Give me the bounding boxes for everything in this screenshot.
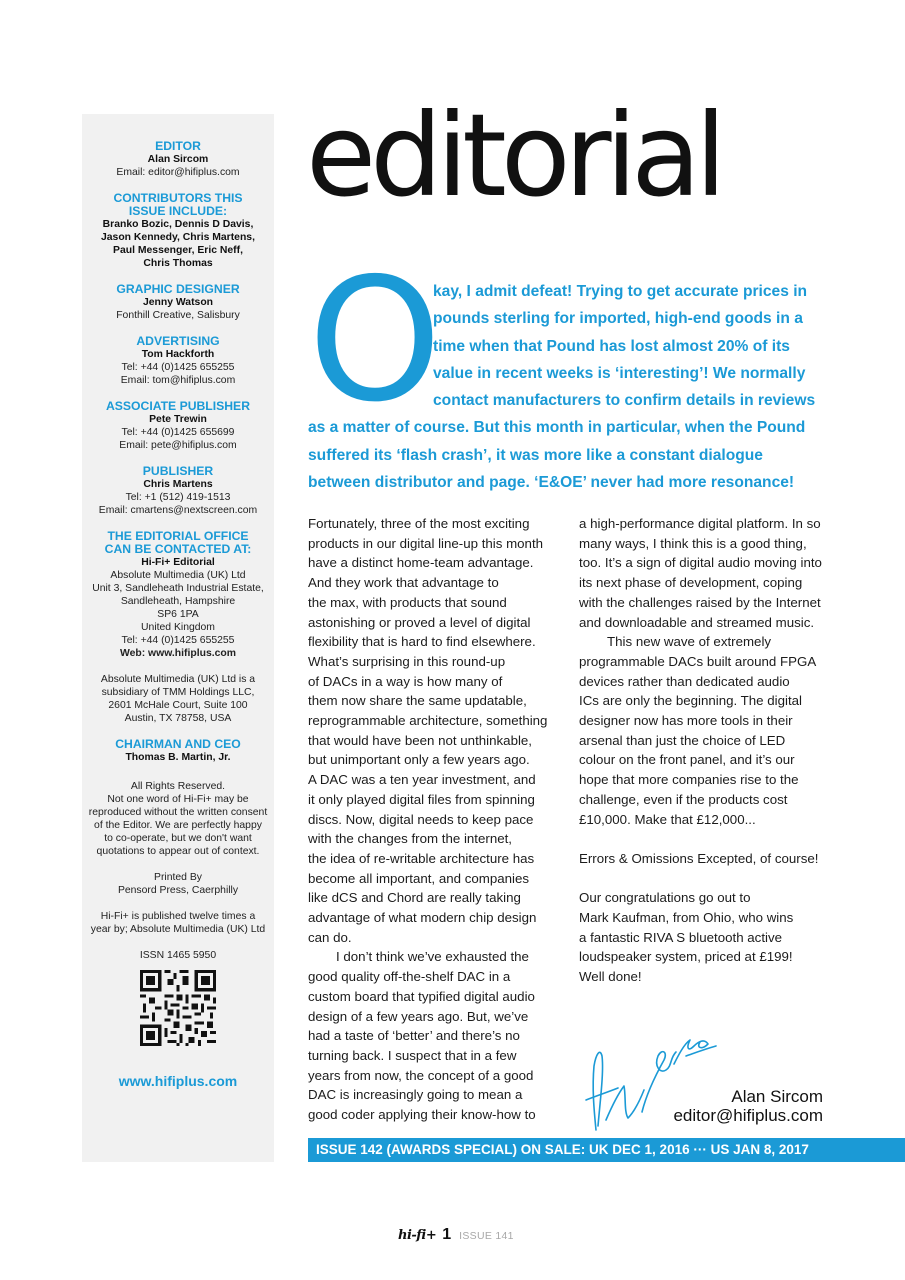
designer-block: [82, 283, 274, 322]
designer-heading: GRAPHIC DESIGNER: [116, 282, 240, 296]
body-text-line: discs. Now, digital needs to keep pace: [308, 811, 534, 827]
body-text-line: custom board that typified digital audio: [308, 988, 535, 1004]
body-text-line: [579, 869, 831, 889]
holding-block: [87, 673, 269, 725]
body-text-line: good coder applying their know-how to: [308, 1107, 536, 1123]
body-text-line: good quality off-the-shelf DAC in a: [308, 969, 511, 985]
body-column-left: [308, 514, 560, 1125]
body-text-line: the idea of re-writable architecture has: [308, 850, 535, 866]
contributors-names-4: Chris Thomas: [143, 258, 213, 269]
body-text-line: like dCS and Chord are really taking: [308, 890, 521, 906]
drop-cap: O: [308, 242, 442, 440]
body-text-line: Well done!: [579, 969, 642, 985]
body-text-line: design of a few years ago. But, we’ve: [308, 1008, 529, 1024]
advertising-block: [82, 335, 274, 387]
body-text-line: a fantastic RIVA S bluetooth active: [579, 929, 783, 945]
page-footer: [398, 1226, 514, 1244]
qr-code-icon[interactable]: [140, 970, 216, 1046]
advertising-name: Tom Hackforth: [141, 349, 215, 360]
editor-name: Alan Sircom: [147, 154, 209, 165]
body-text-line: hope that more companies rise to the: [579, 772, 799, 788]
body-text-line: the max, with products that sound: [308, 594, 507, 610]
body-text-line: advantage of what modern chip design: [308, 910, 537, 926]
body-text-line: And they work that advantage to: [308, 575, 499, 591]
body-text-line: flexibility that is hard to find elsewhere.: [308, 634, 536, 650]
contributors-heading-2: ISSUE INCLUDE:: [128, 204, 228, 218]
printed-line-2: Pensord Press, Caerphilly: [117, 885, 239, 896]
holding-line-3: 2601 McHale Court, Suite 100: [108, 700, 248, 711]
body-text-line: become all important, and companies: [308, 870, 529, 886]
intro-paragraph: [308, 242, 824, 496]
body-text-line: years from now, the concept of a good: [308, 1067, 534, 1083]
office-address-1: Absolute Multimedia (UK) Ltd: [110, 570, 246, 581]
associate-email: Email: pete@hifiplus.com: [119, 440, 237, 451]
body-text-line: many ways, I think this is a good thing,: [579, 535, 807, 551]
body-text-line: its next phase of development, coping: [579, 575, 803, 591]
body-text-line: of DACs in a way is how many of: [308, 673, 503, 689]
intro-line: value in recent weeks is ‘interesting’! We normally: [433, 364, 806, 382]
body-text-line: turning back. I suspect that in a few: [308, 1047, 517, 1063]
page-title: editorial: [306, 89, 721, 222]
body-text-line: astonishing or proved a level of digital: [308, 614, 531, 630]
next-issue-banner: ISSUE 142 (AWARDS SPECIAL) ON SALE: UK DEC 1, 2016 ··· US JAN 8, 2017: [308, 1138, 905, 1162]
body-text-line: Our congratulations go out to: [579, 890, 751, 906]
printed-line-1: Printed By: [154, 872, 202, 883]
body-text-line: a high-performance digital platform. In so: [579, 516, 821, 531]
body-text-line: What’s surprising in this round-up: [308, 653, 506, 669]
office-heading-1: THE EDITORIAL OFFICE: [107, 529, 249, 543]
body-text-line: too. It’s a sign of digital audio moving into: [579, 555, 822, 571]
rights-line-2: Not one word of Hi-Fi+ may be: [107, 794, 249, 805]
associate-tel: Tel: +44 (0)1425 655699: [121, 427, 235, 438]
body-text-line: I don’t think we’ve exhausted the: [336, 949, 529, 965]
rights-line-6: quotations to appear out of context.: [96, 846, 260, 857]
editor-heading: EDITOR: [155, 139, 201, 153]
intro-line: as a matter of course. But this month in particular, when the Pound: [308, 419, 806, 437]
contributors-names-2: Jason Kennedy, Chris Martens,: [101, 232, 255, 243]
associate-heading: ASSOCIATE PUBLISHER: [105, 399, 250, 413]
holding-line-4: Austin, TX 78758, USA: [124, 713, 232, 724]
advertising-tel: Tel: +44 (0)1425 655255: [121, 362, 235, 373]
office-heading-2: CAN BE CONTACTED AT:: [104, 542, 252, 556]
contributors-block: [82, 192, 274, 270]
office-address-2: Unit 3, Sandleheath Industrial Estate,: [92, 583, 264, 594]
holding-line-1: Absolute Multimedia (UK) Ltd is a: [100, 674, 256, 685]
body-text-line: [579, 829, 831, 849]
body-text-line: loudspeaker system, priced at £199!: [579, 949, 793, 965]
rights-line-4: of the Editor. We are perfectly happy: [94, 820, 262, 831]
body-text-line: programmable DACs built around FPGA: [579, 653, 817, 669]
publisher-name: Chris Martens: [143, 479, 213, 490]
signature-name: Alan Sircom: [731, 1087, 823, 1106]
body-text-line: can do.: [308, 929, 352, 945]
body-text-line: A DAC was a ten year investment, and: [308, 772, 536, 788]
body-text-line: have a distinct home-team advantage.: [308, 555, 534, 571]
intro-line: contact manufacturers to confirm details in reviews: [433, 392, 816, 410]
published-line-1: Hi-Fi+ is published twelve times a: [100, 911, 256, 922]
contributors-names-1: Branko Bozic, Dennis D Davis,: [102, 219, 254, 230]
body-text-line: had a taste of ‘better’ and there’s no: [308, 1028, 520, 1044]
body-text-line: Fortunately, three of the most exciting: [308, 516, 530, 531]
rights-block: [87, 780, 269, 858]
body-text-line: arsenal than just the choice of LED: [579, 732, 786, 748]
office-block: [82, 530, 274, 660]
body-text-line: and downloadable and streamed music.: [579, 614, 815, 630]
office-web: Web: www.hifiplus.com: [119, 648, 237, 659]
body-text-line: DAC is increasingly going to mean a: [308, 1087, 523, 1103]
signature-email[interactable]: editor@hifiplus.com: [673, 1106, 823, 1125]
body-text-line: it only played digital files from spinning: [308, 791, 535, 807]
office-address-5: United Kingdom: [141, 622, 215, 633]
designer-name: Jenny Watson: [142, 297, 214, 308]
body-text-line: but unimportant only a few years ago.: [308, 752, 530, 768]
office-address-3: Sandleheath, Hampshire: [120, 596, 236, 607]
rights-line-5: to co-operate, but we don't want: [104, 833, 252, 844]
body-text-line: ICs are only the beginning. The digital: [579, 693, 802, 709]
body-text-line: Mark Kaufman, from Ohio, who wins: [579, 910, 794, 926]
body-column-right: [579, 514, 831, 987]
page-number: 1: [442, 1226, 452, 1243]
intro-line: kay, I admit defeat! Trying to get accurate prices in: [433, 283, 808, 300]
published-block: [87, 910, 269, 936]
editor-block: [82, 140, 274, 179]
advertising-email: Email: tom@hifiplus.com: [120, 375, 236, 386]
intro-line: pounds sterling for imported, high-end goods in a: [433, 310, 803, 328]
publisher-block: [82, 465, 274, 517]
body-text-line: challenge, even if the products cost: [579, 791, 788, 807]
issue-label: ISSUE 141: [459, 1230, 514, 1242]
designer-company: Fonthill Creative, Salisbury: [116, 310, 240, 321]
hifi-plus-logo: hi-fi+: [398, 1228, 437, 1243]
holding-line-2: subsidiary of TMM Holdings LLC,: [101, 687, 255, 698]
body-text-line: colour on the front panel, and it’s our: [579, 752, 795, 768]
body-text-line: with the changes from the internet,: [308, 831, 512, 847]
rights-line-1: All Rights Reserved.: [130, 781, 226, 792]
publisher-email: Email: cmartens@nextscreen.com: [98, 505, 258, 516]
published-line-2: year by; Absolute Multimedia (UK) Ltd: [90, 924, 266, 935]
office-tel: Tel: +44 (0)1425 655255: [121, 635, 235, 646]
advertising-heading: ADVERTISING: [136, 334, 220, 348]
chairman-block: [82, 738, 274, 764]
office-address-4: SP6 1PA: [157, 609, 199, 620]
associate-name: Pete Trewin: [149, 414, 207, 425]
chairman-heading: CHAIRMAN AND CEO: [115, 737, 241, 751]
editor-email: Email: editor@hifiplus.com: [116, 167, 240, 178]
chairman-name: Thomas B. Martin, Jr.: [125, 752, 231, 763]
body-text-line: devices rather than dedicated audio: [579, 673, 790, 689]
body-text-line: with the challenges raised by the Internet: [579, 594, 821, 610]
body-text-line: products in our digital line-up this month: [308, 535, 544, 551]
office-name: Hi-Fi+ Editorial: [141, 557, 215, 568]
intro-line: suffered its ‘flash crash’, it was more like a constant dialogue: [308, 446, 763, 464]
printed-block: [87, 871, 269, 897]
publisher-heading: PUBLISHER: [142, 464, 214, 478]
website-link[interactable]: www.hifiplus.com: [118, 1073, 238, 1089]
body-text-line: Errors & Omissions Excepted, of course!: [579, 850, 819, 866]
body-text-line: £10,000. Make that £12,000...: [579, 811, 756, 827]
body-text-line: designer now has more tools in their: [579, 713, 793, 729]
contributors-names-3: Paul Messenger, Eric Neff,: [113, 245, 243, 256]
associate-block: [82, 400, 274, 452]
intro-line: between distributor and page. ‘E&OE’ never had more resonance!: [308, 474, 795, 492]
body-text-line: reprogrammable architecture, something: [308, 713, 548, 729]
issn: ISSN 1465 5950: [139, 950, 217, 961]
rights-line-3: reproduced without the written consent: [88, 807, 268, 818]
body-text-line: that would have been not unthinkable,: [308, 732, 533, 748]
contributors-heading-1: CONTRIBUTORS THIS: [113, 191, 243, 205]
body-text-line: them now share the same updatable,: [308, 693, 527, 709]
body-text-line: This new wave of extremely: [607, 634, 772, 650]
publisher-tel: Tel: +1 (512) 419-1513: [125, 492, 231, 503]
intro-line: time when that Pound has lost almost 20% of its: [433, 337, 790, 355]
masthead-sidebar: [82, 114, 274, 1162]
